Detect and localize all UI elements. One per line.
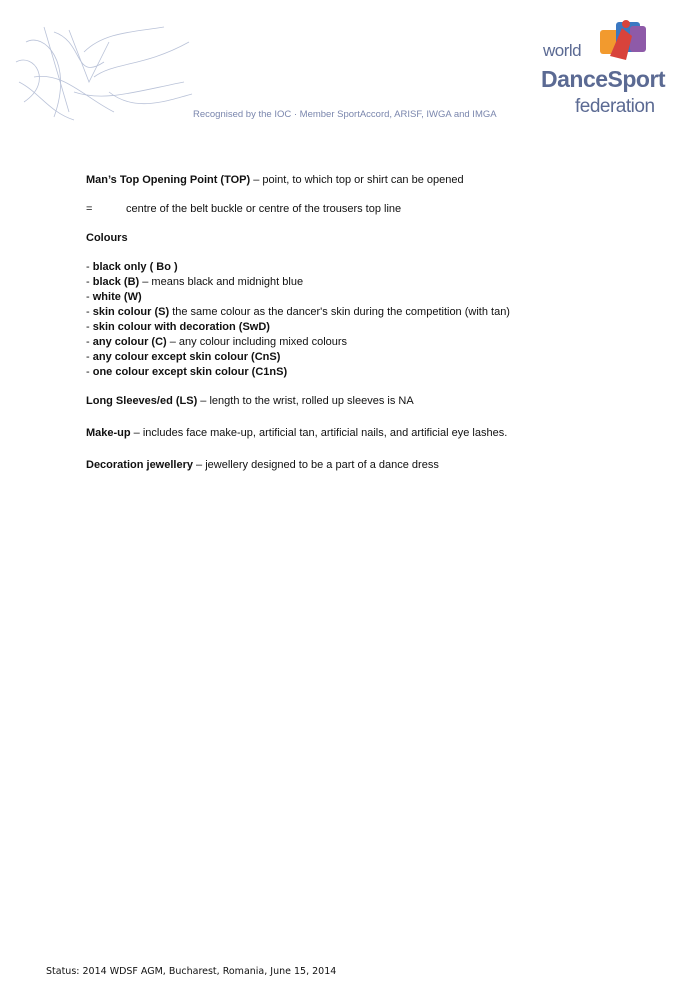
decoration-definition: [86, 458, 646, 473]
dancer-logo-icon: [582, 16, 652, 68]
bullet: -: [86, 366, 93, 378]
colour-item: [86, 260, 646, 275]
logo-word-dancesport: DanceSport: [541, 66, 666, 92]
colours-heading: [86, 231, 646, 246]
term-label: Long Sleeves/ed (LS): [86, 395, 198, 407]
colour-item: [86, 275, 646, 290]
colour-item: [86, 365, 646, 380]
colour-term: black only ( Bo ): [92, 261, 178, 273]
bullet: -: [86, 261, 93, 273]
bullet: -: [86, 291, 93, 303]
equals-line: [86, 202, 646, 217]
makeup-definition: [86, 426, 646, 441]
watermark-graphic: [14, 22, 194, 122]
equals-text: centre of the belt buckle or centre of the trousers top line: [126, 203, 402, 215]
logo-word-federation: federation: [575, 96, 655, 117]
definition-text: – jewellery designed to be a part of a dance dress: [193, 459, 439, 471]
bullet: -: [86, 276, 93, 288]
colour-item: [86, 320, 646, 335]
equals-sign: =: [86, 203, 93, 215]
term-label: Make-up: [86, 427, 131, 439]
bullet: -: [86, 351, 93, 363]
colour-item: [86, 335, 646, 350]
colour-term: one colour except skin colour (C1nS): [92, 366, 288, 378]
colour-term: any colour (C): [92, 336, 167, 348]
colour-desc: – any colour including mixed colours: [166, 336, 348, 348]
term-label: Decoration jewellery: [86, 459, 193, 471]
definition-text: – length to the wrist, rolled up sleeves is NA: [197, 395, 414, 407]
colour-term: black (B): [92, 276, 140, 288]
colour-desc: the same colour as the dancer's skin during the competition (with tan): [169, 306, 510, 318]
document-body: [86, 173, 646, 473]
status-footer: Status: 2014 WDSF AGM, Bucharest, Romania, June 15, 2014: [46, 966, 337, 977]
colour-item: [86, 350, 646, 365]
colour-term: skin colour with decoration (SwD): [92, 321, 270, 333]
colour-desc: – means black and midnight blue: [139, 276, 304, 288]
long-sleeves-definition: [86, 394, 646, 409]
term-label: Man’s Top Opening Point (TOP): [86, 174, 251, 186]
recognition-line: Recognised by the IOC · Member SportAccord, ARISF, IWGA and IMGA: [193, 109, 497, 120]
definition-text: – point, to which top or shirt can be opened: [250, 174, 464, 186]
definition-text: – includes face make-up, artificial tan, artificial nails, and artificial eye lashes.: [130, 427, 508, 439]
bullet: -: [86, 306, 93, 318]
bullet: -: [86, 336, 93, 348]
logo-word-world: world: [543, 41, 582, 60]
colour-term: any colour except skin colour (CnS): [92, 351, 281, 363]
colour-term: skin colour (S): [92, 306, 170, 318]
colour-term: white (W): [92, 291, 142, 303]
bullet: -: [86, 321, 93, 333]
colour-item: [86, 305, 646, 320]
colours-heading-text: Colours: [86, 232, 128, 244]
wdsf-logo: [540, 16, 690, 122]
colour-item: [86, 290, 646, 305]
top-definition: [86, 173, 646, 188]
